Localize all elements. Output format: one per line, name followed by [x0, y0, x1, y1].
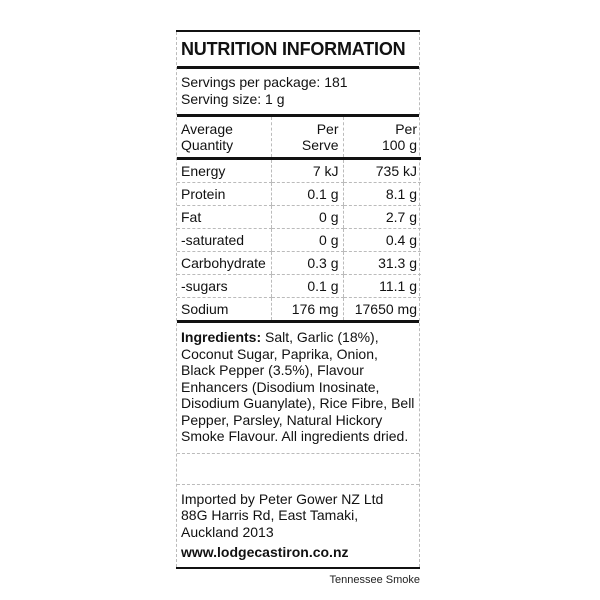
ingredients-section [177, 320, 419, 453]
header-line: Serve [301, 137, 339, 153]
nutrient-name: Sodium [181, 301, 229, 317]
per-serve-value: 0.1 g [271, 183, 343, 206]
serving-info [177, 69, 419, 117]
table-row [177, 229, 421, 252]
importer-line: 88G Harris Rd, East Tamaki, [181, 507, 359, 523]
serving-size: Serving size: 1 g [181, 91, 285, 107]
per-100g-value: 8.1 g [343, 183, 421, 206]
table-row [177, 275, 421, 298]
nutrient-name: Energy [177, 159, 271, 183]
table-row [177, 252, 421, 275]
header-line: Average [181, 121, 233, 137]
importer-section [177, 484, 419, 567]
nutrient-name: Fat [177, 206, 271, 229]
table-row [177, 206, 421, 229]
table-row [177, 298, 421, 321]
table-row [177, 159, 421, 183]
header-line: Per [395, 121, 417, 137]
per-100g-value: 11.1 g [343, 275, 421, 298]
per-serve-value: 0.1 g [271, 275, 343, 298]
nutrient-name: Carbohydrate [177, 252, 271, 275]
nutrition-table [177, 117, 421, 320]
per-100g-value: 0.4 g [343, 229, 421, 252]
header-per-serve [271, 117, 343, 159]
product-name: Tennessee Smoke [329, 574, 420, 586]
per-serve-value: 176 mg [271, 298, 343, 321]
panel-title: NUTRITION INFORMATION [177, 32, 419, 69]
per-100g-value: 17650 mg [343, 298, 421, 321]
spacer [177, 453, 419, 484]
ingredients-label: Ingredients: [181, 329, 262, 345]
nutrient-name: -sugars [177, 275, 271, 298]
header-per-100g [343, 117, 421, 159]
header-line: Quantity [181, 137, 234, 153]
per-100g-value: 735 kJ [343, 159, 421, 183]
website-link: www.lodgecastiron.co.nz [181, 544, 349, 560]
table-header [177, 117, 421, 159]
importer-line: Imported by Peter Gower NZ Ltd [181, 490, 384, 507]
per-100g-value: 2.7 g [343, 206, 421, 229]
nutrition-box [176, 32, 420, 567]
per-serve-value: 0 g [271, 206, 343, 229]
servings-per-package: Servings per package: 181 [181, 74, 348, 90]
header-line: 100 g [381, 137, 417, 153]
table-row [177, 183, 421, 206]
ingredients-text: Salt, Garlic (18%), Coconut Sugar, Paprika, Onion, Black Pepper (3.5%), Flavour Enhancers (Disodium Inosinate, Disodium Guanylate), Rice Fibre, Bell Pepper, Parsley, Natural Hickory Smoke Flavour. All ingredients dried. [181, 329, 415, 444]
per-serve-value: 7 kJ [271, 159, 343, 183]
nutrient-name: -saturated [177, 229, 271, 252]
per-serve-value: 0 g [271, 229, 343, 252]
importer-line: Auckland 2013 [181, 523, 274, 540]
per-serve-value: 0.3 g [271, 252, 343, 275]
table-body [177, 159, 421, 321]
nutrition-panel [176, 30, 420, 569]
nutrient-name: Protein [177, 183, 271, 206]
per-100g-value: 31.3 g [343, 252, 421, 275]
header-line: Per [316, 121, 339, 137]
header-average-quantity [177, 117, 271, 159]
